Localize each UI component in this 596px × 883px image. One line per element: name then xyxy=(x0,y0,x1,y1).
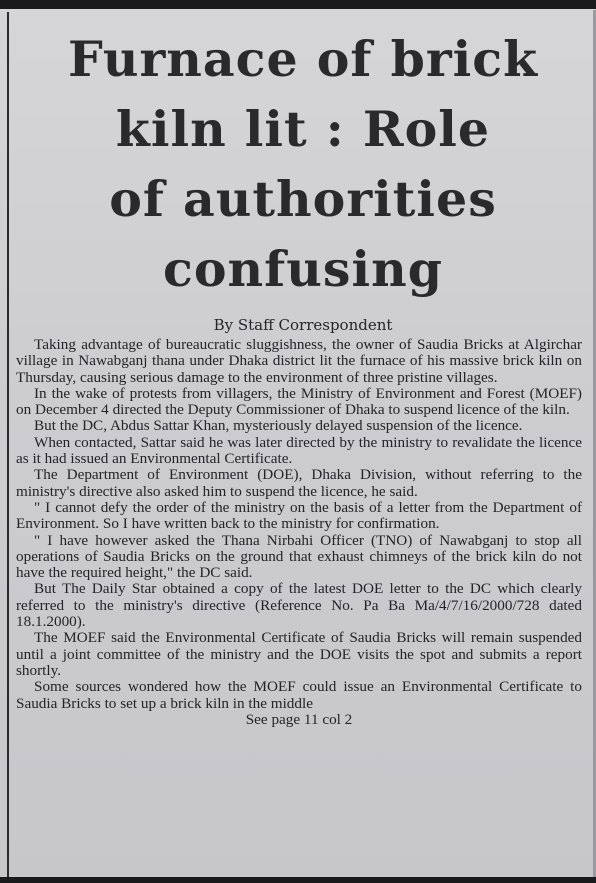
paragraph: But the DC, Abdus Sattar Khan, mysteriously delayed suspension of the licence. xyxy=(34,417,523,435)
headline-line: Furnace of brick xyxy=(67,30,539,88)
paragraph: But The Daily Star obtained a copy of the latest DOE letter to the DC which clearly referred to the ministry's directive (Reference No. Pa Ba Ma/4/7/16/2000/728 dated 18.1.2000). xyxy=(16,580,582,631)
headline-line: of authorities xyxy=(109,170,497,228)
paragraph: Some sources wondered how the MOEF could issue an Environmental Certificate to Saudia Bricks to set up a brick kiln in the middle xyxy=(16,678,582,712)
headline-line: kiln lit : Role xyxy=(115,100,491,158)
paragraph: Taking advantage of bureaucratic sluggishness, the owner of Saudia Bricks at Algirchar village in Nawabganj thana under Dhaka district lit the furnace of his massive brick kiln on Thursday, causing serious damage to the environment of three pristine villages. xyxy=(16,336,582,386)
headline-line: confusing xyxy=(163,240,443,298)
bottom-edge xyxy=(0,877,596,883)
paragraph: In the wake of protests from villagers, the Ministry of Environment and Forest (MOEF) on December 4 directed the Deputy Commissioner of Dhaka to suspend licence of the kiln. xyxy=(16,384,582,419)
paragraph: The Department of Environment (DOE), Dhaka Division, without referring to the ministry's directive also asked him to suspend the licence, he said. xyxy=(16,466,582,500)
paragraph: " I have however asked the Thana Nirbahi Officer (TNO) of Nawabganj to stop all operations of Saudia Bricks on the ground that exhaust chimneys of the brick kiln do not have the required height," the DC said. xyxy=(16,531,582,582)
column-rule xyxy=(7,12,9,883)
continuation-note: See page 11 col 2 xyxy=(245,710,353,728)
headline xyxy=(14,24,592,304)
paragraph: The MOEF said the Environmental Certificate of Saudia Bricks will remain suspended until a joint committee of the ministry and the DOE visits the spot and submits a report shortly. xyxy=(16,629,582,679)
byline: By Staff Correspondent xyxy=(213,316,393,334)
article-body xyxy=(16,337,582,728)
paragraph: " I cannot defy the order of the ministry on the basis of a letter from the Department of Environment. So I have written back to the ministry for confirmation. xyxy=(16,498,582,533)
paragraph: When contacted, Sattar said he was later directed by the ministry to revalidate the licence as it had issued an Environmental Certificate. xyxy=(16,433,582,468)
top-border-rule xyxy=(0,0,596,9)
